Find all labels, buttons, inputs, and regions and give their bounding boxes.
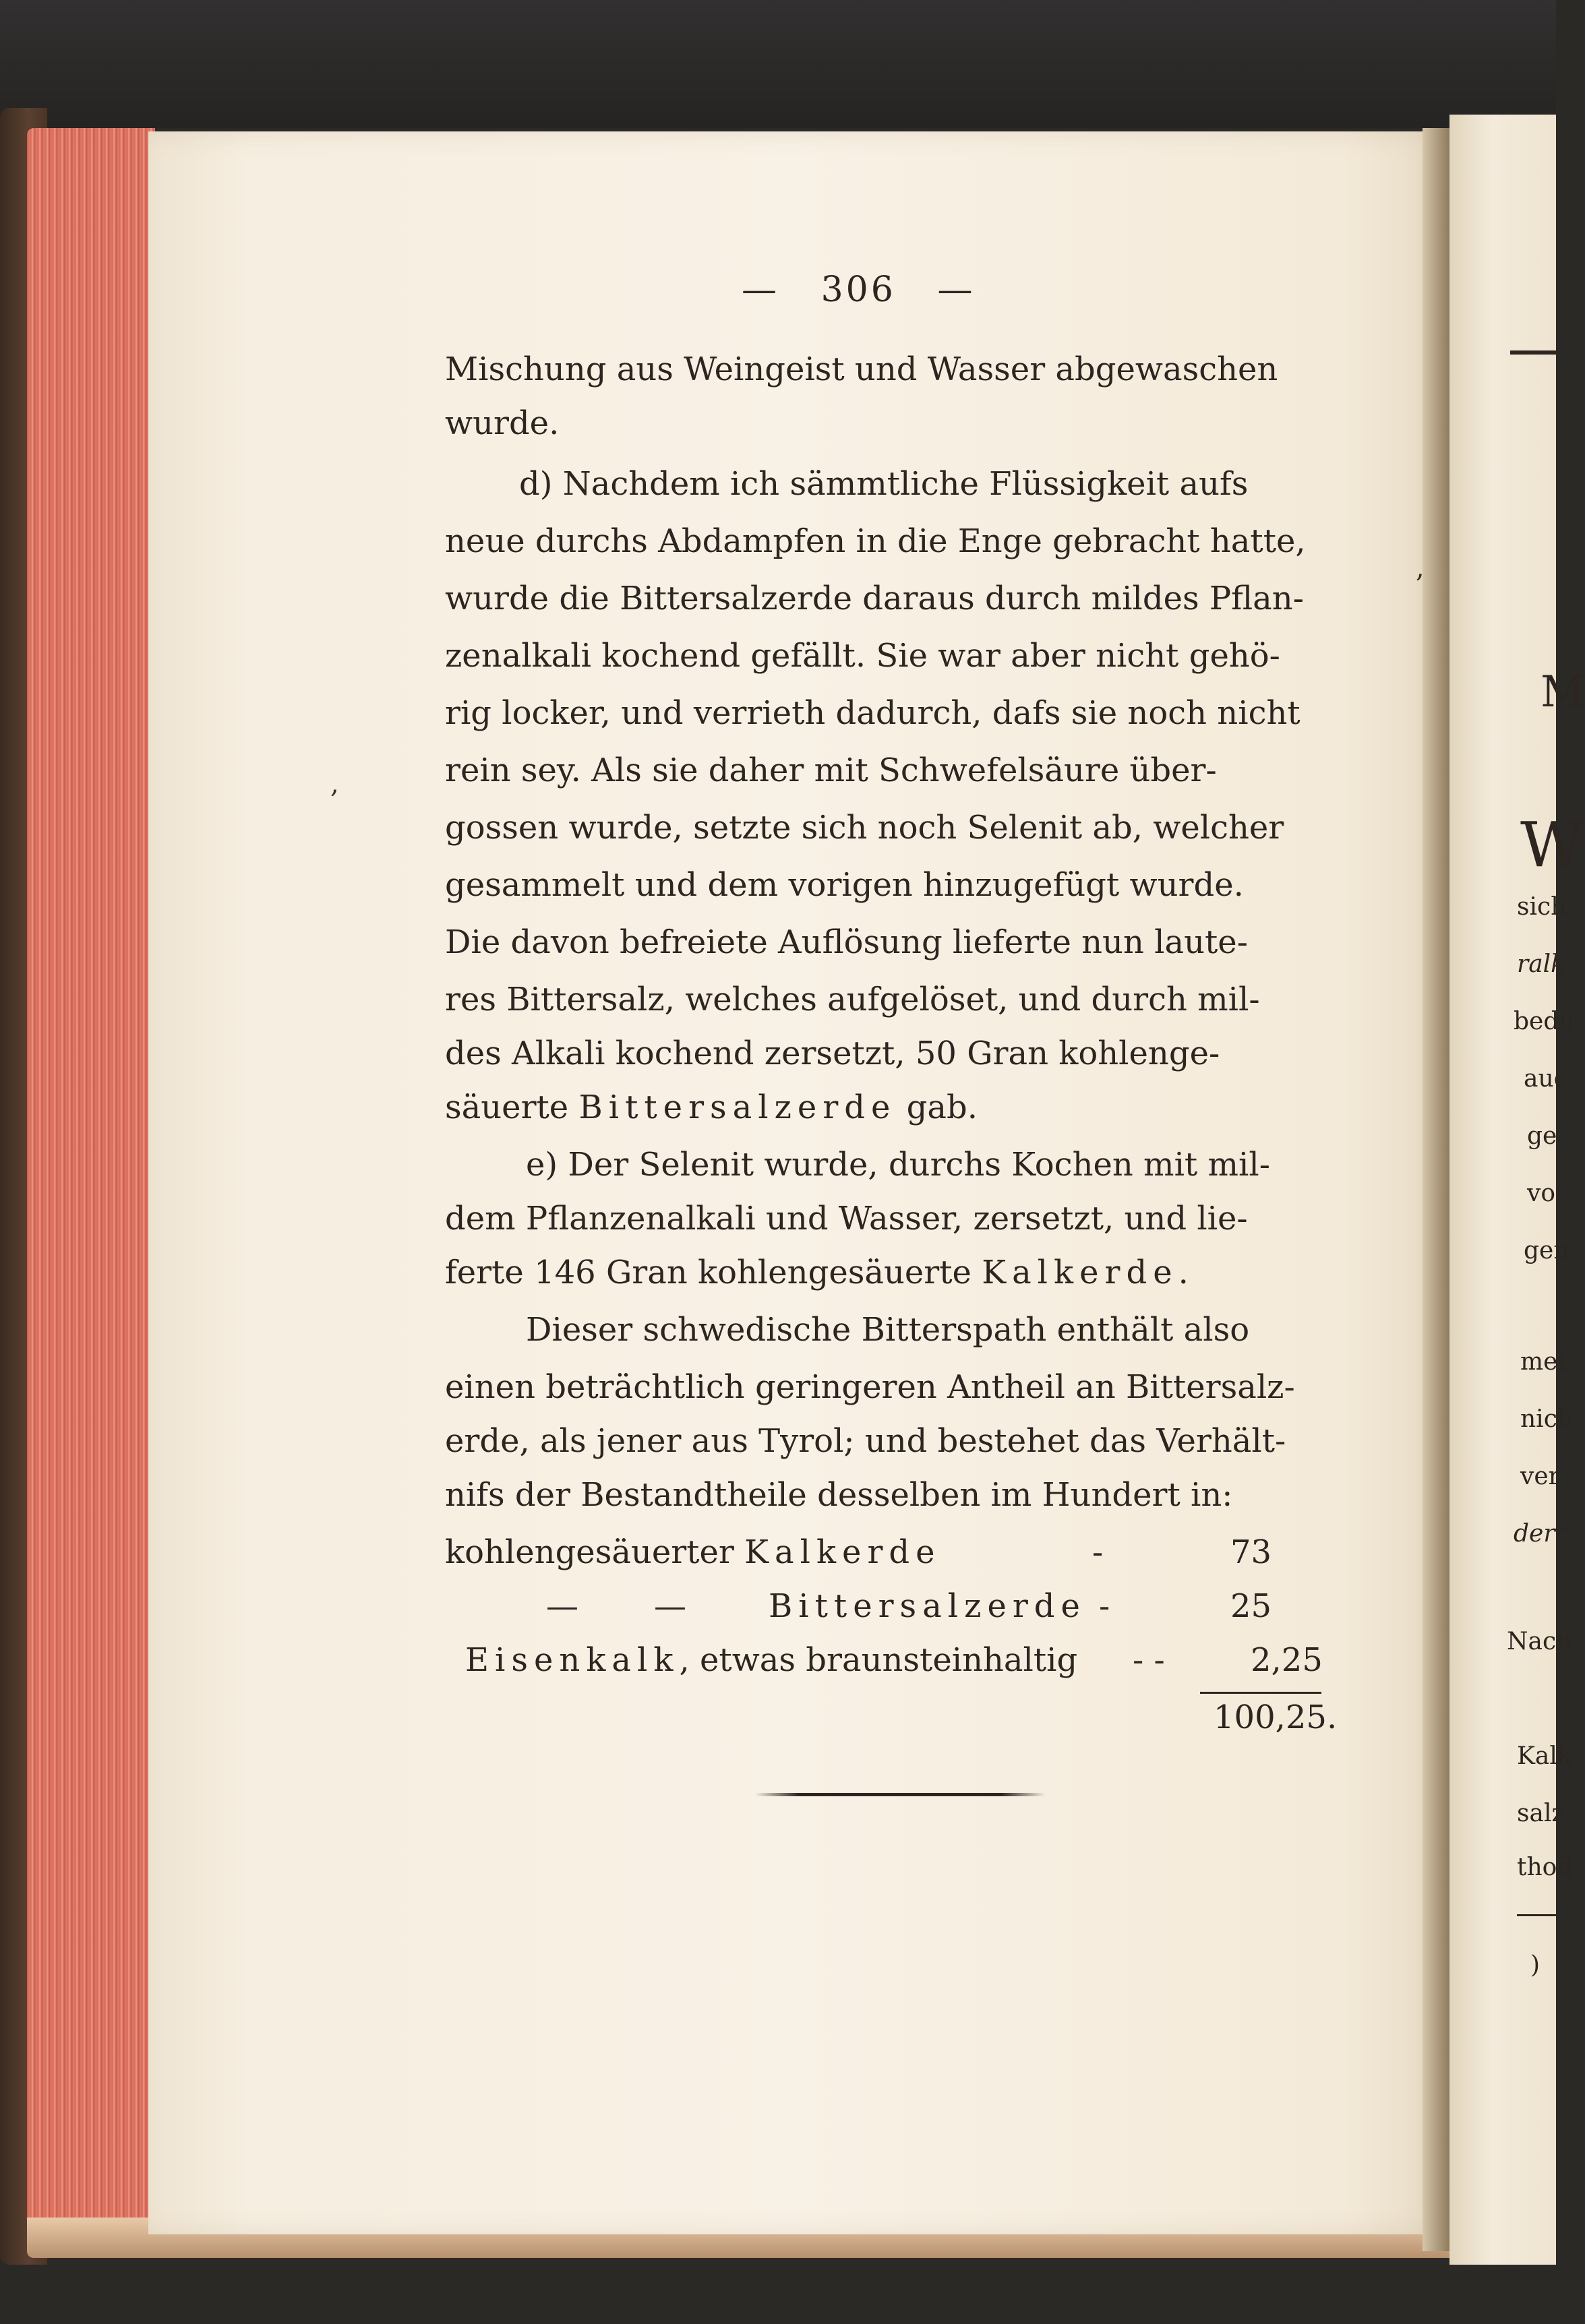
table-total: 100,25.: [1214, 1699, 1338, 1736]
facing-page-text: Nach: [1507, 1628, 1572, 1655]
text-span: gab.: [896, 1089, 978, 1126]
ditto-mark: —: [654, 1587, 686, 1625]
table-row-label: [465, 1641, 1077, 1679]
table-row-label: Bittersalzerde: [769, 1587, 1086, 1625]
table-dash: -: [1099, 1587, 1110, 1625]
spaced-term: Eisenkalk: [465, 1641, 680, 1679]
text-line: d) Nachdem ich sämmtliche Flüssigkeit aufs: [519, 465, 1249, 503]
text-line: des Alkali kochend zersetzt, 50 Gran kohlenge-: [445, 1035, 1220, 1072]
text-line: nifs der Bestandtheile desselben im Hundert in:: [445, 1476, 1233, 1514]
text-line: Mischung aus Weingeist und Wasser abgewaschen: [445, 350, 1278, 388]
text-line: neue durchs Abdampfen in die Enge gebracht hatte,: [445, 522, 1306, 560]
ditto-mark: —: [546, 1587, 578, 1625]
facing-page-text: M: [1541, 667, 1585, 717]
sum-rule: [1200, 1692, 1321, 1694]
facing-page-text: vol: [1527, 1180, 1563, 1207]
facing-page-text: ): [1530, 1951, 1541, 1979]
text-span: säuerte: [445, 1089, 579, 1126]
text-span: .: [1178, 1254, 1189, 1291]
text-line: gesammelt und dem vorigen hinzugefügt wurde.: [445, 866, 1244, 904]
text-line: Dieser schwedische Bitterspath enthält also: [526, 1311, 1250, 1349]
text-line: res Bittersalz, welches aufgelöset, und durch mil-: [445, 981, 1260, 1018]
facing-page-text: W: [1520, 809, 1584, 881]
facing-page-text: Kalk: [1517, 1742, 1572, 1770]
facing-page-text: bedü: [1514, 1008, 1575, 1035]
facing-page-text: mei: [1520, 1348, 1565, 1376]
spaced-term: Kalkerde: [982, 1254, 1178, 1291]
text-line: e) Der Selenit wurde, durchs Kochen mit mil-: [526, 1146, 1270, 1184]
text-line: wurde die Bittersalzerde daraus durch mildes Pflan-: [445, 580, 1304, 617]
facing-page-text: auc: [1524, 1065, 1567, 1093]
text-line: rig locker, und verrieth dadurch, dafs sie noch nicht: [445, 694, 1300, 732]
facing-page-text: sich: [1517, 893, 1567, 921]
spaced-term: Bittersalzerde: [578, 1089, 897, 1126]
text-line: Die davon befreiete Auflösung lieferte nun laute-: [445, 923, 1248, 961]
facing-page-text: ver: [1520, 1463, 1560, 1490]
text-line: [445, 1254, 1189, 1291]
table-row-label: [445, 1533, 941, 1571]
table-value: 73: [1230, 1533, 1272, 1571]
facing-page-text: ralk: [1517, 950, 1565, 978]
text-line: einen beträchtlich geringeren Antheil an Bittersalz-: [445, 1368, 1295, 1406]
stray-mark: ,: [1416, 553, 1425, 584]
text-line: rein sey. Als sie daher mit Schwefelsäure über-: [445, 752, 1217, 789]
text-line: erde, als jener aus Tyrol; und bestehet das Verhält-: [445, 1422, 1286, 1460]
text-line: [445, 1089, 978, 1126]
text-span: ferte 146 Gran kohlengesäuerte: [445, 1254, 982, 1291]
table-value: 2,25: [1251, 1641, 1323, 1679]
facing-page-text: salz: [1517, 1800, 1565, 1827]
text-line: gossen wurde, setzte sich noch Selenit ab, welcher: [445, 809, 1284, 847]
page-number: 306: [820, 270, 896, 310]
page-edges: [27, 128, 155, 2244]
table-dash: -: [1092, 1533, 1104, 1571]
text-span: , etwas braunsteinhaltig: [679, 1641, 1078, 1679]
end-rule: [755, 1793, 1045, 1796]
table-dash: - -: [1133, 1641, 1165, 1679]
stray-mark: ,: [330, 768, 339, 799]
text-line: dem Pflanzenalkali und Wasser, zersetzt, und lie-: [445, 1200, 1248, 1237]
facing-page-text: gen: [1524, 1237, 1569, 1264]
facing-page-text: nich: [1520, 1405, 1574, 1433]
text-span: kohlengesäuerter: [445, 1533, 745, 1571]
facing-page-rule: [1510, 350, 1556, 355]
page-header: [742, 270, 975, 310]
table-value: 25: [1230, 1587, 1272, 1625]
text-line: wurde.: [445, 404, 560, 442]
header-dash-left: —: [742, 270, 779, 310]
facing-page-text: derr: [1514, 1520, 1567, 1548]
spaced-term: Kalkerde: [744, 1533, 941, 1571]
facing-page-rule: [1517, 1914, 1556, 1916]
facing-page-text: ge: [1527, 1122, 1557, 1150]
background: [0, 0, 1556, 128]
text-line: zenalkali kochend gefällt. Sie war aber nicht gehö-: [445, 637, 1280, 675]
header-dash-right: —: [937, 270, 976, 310]
facing-page-text: thod: [1517, 1854, 1573, 1881]
